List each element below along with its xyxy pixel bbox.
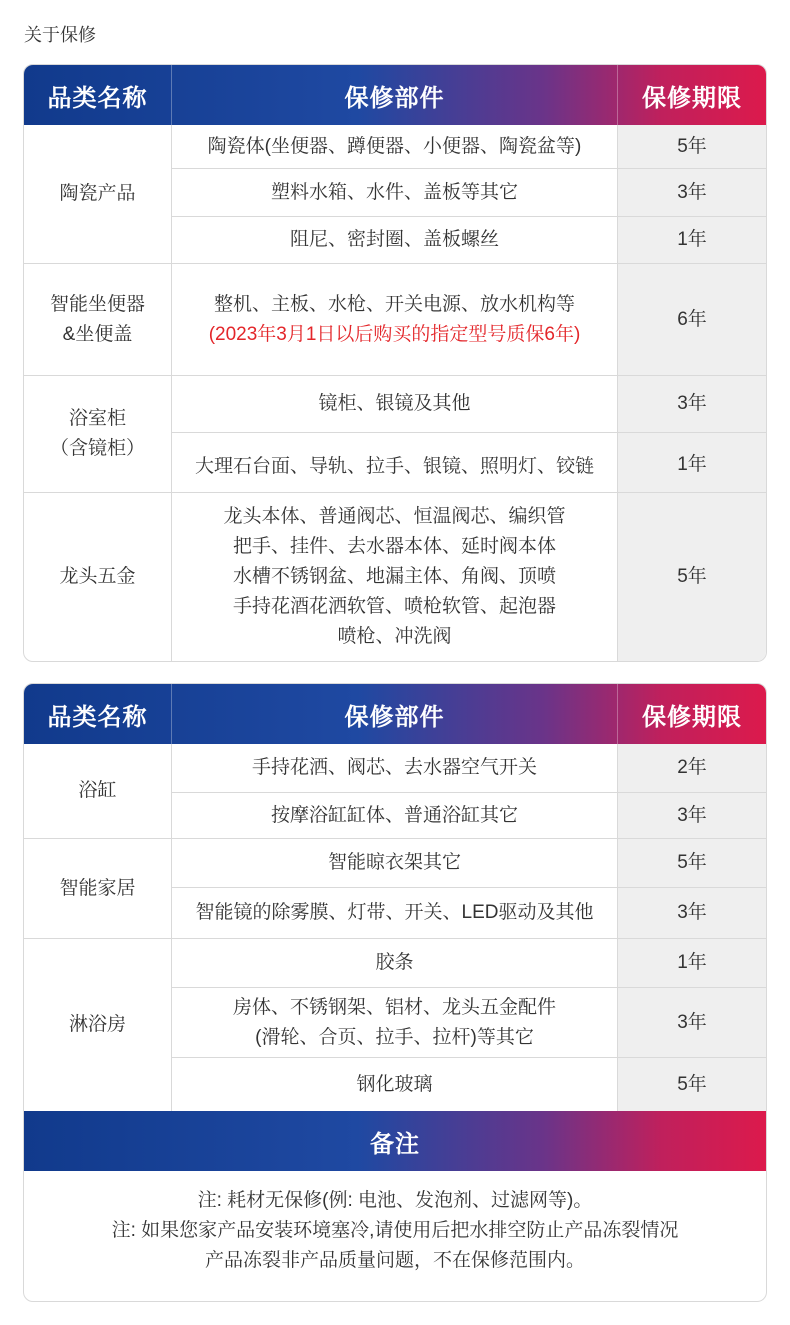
period-cell: 5年: [618, 493, 766, 661]
parts-line: 整机、主板、水枪、开关电源、放水机构等: [213, 293, 575, 315]
category-label: 智能坐便器: [49, 293, 145, 315]
category-label: &坐便盖: [62, 323, 133, 345]
period-cell: 3年: [618, 988, 766, 1058]
header-parts: 保修部件: [172, 684, 618, 744]
remarks-header: [24, 1111, 766, 1171]
parts-line: 镜柜、银镜及其他: [318, 393, 471, 414]
parts-cell: [172, 376, 618, 433]
category-label: 浴室柜: [68, 408, 126, 429]
remarks-notes: [24, 1171, 766, 1301]
parts-line: 把手、挂件、去水器本体、延时阀本体: [232, 536, 556, 557]
parts-line: 手持花酒花洒软管、喷枪软管、起泡器: [232, 596, 556, 617]
parts-line: 手持花洒、阀芯、去水器空气开关: [251, 757, 537, 778]
parts-line: 水槽不锈钢盆、地漏主体、角阀、顶喷: [232, 566, 556, 587]
category-label: （含镜柜）: [49, 438, 145, 459]
category-label: 龙头五金: [59, 566, 136, 587]
category-label: 智能家居: [59, 877, 136, 899]
period-cell: 1年: [618, 939, 766, 988]
remarks-title: 备注: [370, 1130, 420, 1158]
parts-cell: [172, 169, 618, 217]
period-cell: 1年: [618, 433, 766, 493]
table-header: [24, 684, 766, 744]
parts-cell: [172, 888, 618, 939]
category-cell-bathroom-cabinet: [24, 376, 172, 493]
category-label: 浴缸: [78, 780, 117, 801]
parts-cell: [172, 988, 618, 1058]
category-cell-shower-room: [24, 939, 172, 1111]
parts-line: 陶瓷体(坐便器、蹲便器、小便器、陶瓷盆等): [207, 135, 582, 157]
parts-line: 大理石台面、导轨、拉手、银镜、照明灯、铰链: [194, 455, 594, 477]
header-category: 品类名称: [24, 65, 172, 125]
parts-line: 龙头本体、普通阀芯、恒温阀芯、编织管: [223, 506, 566, 527]
parts-cell: [172, 493, 618, 661]
category-label: 陶瓷产品: [59, 183, 136, 204]
parts-line: 房体、不锈钢架、铝材、龙头五金配件: [232, 996, 556, 1018]
header-period: 保修期限: [642, 84, 742, 112]
parts-cell: [172, 839, 618, 888]
parts-line: 钢化玻璃: [356, 1073, 433, 1095]
category-label: 淋浴房: [68, 1014, 126, 1035]
parts-cell: [172, 264, 618, 376]
category-cell-ceramics: [24, 125, 172, 264]
period-cell: 1年: [618, 217, 766, 264]
parts-line: 智能镜的除雾膜、灯带、开关、LED驱动及其他: [195, 902, 594, 923]
period-cell: 2年: [618, 744, 766, 793]
header-category: 品类名称: [24, 684, 172, 744]
parts-line: 塑料水箱、水件、盖板等其它: [270, 181, 518, 203]
parts-line: (滑轮、合页、拉手、拉杆)等其它: [255, 1026, 534, 1048]
period-cell: 6年: [618, 264, 766, 376]
period-cell: 3年: [618, 793, 766, 839]
parts-line: 阻尼、密封圈、盖板螺丝: [289, 229, 499, 250]
table-body: [24, 125, 766, 661]
parts-cell: [172, 744, 618, 793]
remarks-line: 产品冻裂非产品质量问题，不在保修范围内。: [204, 1250, 585, 1271]
remarks-line: 注: 如果您家产品安装环境塞冷,请使用后把水排空防止产品冻裂情况: [111, 1220, 679, 1241]
parts-cell: [172, 125, 618, 169]
category-cell-smart-home: [24, 839, 172, 939]
parts-line: 智能晾衣架其它: [327, 852, 461, 873]
parts-line: 胶条: [375, 952, 414, 973]
period-cell: 3年: [618, 376, 766, 433]
parts-line: 喷枪、冲洗阀: [337, 626, 452, 647]
category-cell-faucet-hardware: [24, 493, 172, 661]
table-body: [24, 744, 766, 1111]
parts-line: 按摩浴缸缸体、普通浴缸其它: [270, 804, 518, 826]
period-cell: 3年: [618, 888, 766, 939]
warranty-table-2: [23, 683, 767, 1302]
header-period: 保修期限: [642, 703, 742, 731]
period-cell: 5年: [618, 125, 766, 169]
parts-cell: [172, 217, 618, 264]
period-cell: 3年: [618, 169, 766, 217]
parts-cell: [172, 793, 618, 839]
parts-cell: [172, 939, 618, 988]
category-cell-bathtub: [24, 744, 172, 839]
period-cell: 5年: [618, 1058, 766, 1111]
parts-cell: [172, 1058, 618, 1111]
remarks-line: 注: 耗材无保修(例: 电池、发泡剂、过滤网等)。: [197, 1190, 593, 1211]
period-cell: 5年: [618, 839, 766, 888]
warranty-table-1: [23, 64, 767, 662]
parts-cell: [172, 433, 618, 493]
header-parts: 保修部件: [172, 65, 618, 125]
page-title: 关于保修: [24, 25, 96, 45]
category-cell-smart-toilet: [24, 264, 172, 376]
table-header: [24, 65, 766, 125]
warranty-note-line: (2023年3月1日以后购买的指定型号质保6年): [208, 323, 581, 345]
